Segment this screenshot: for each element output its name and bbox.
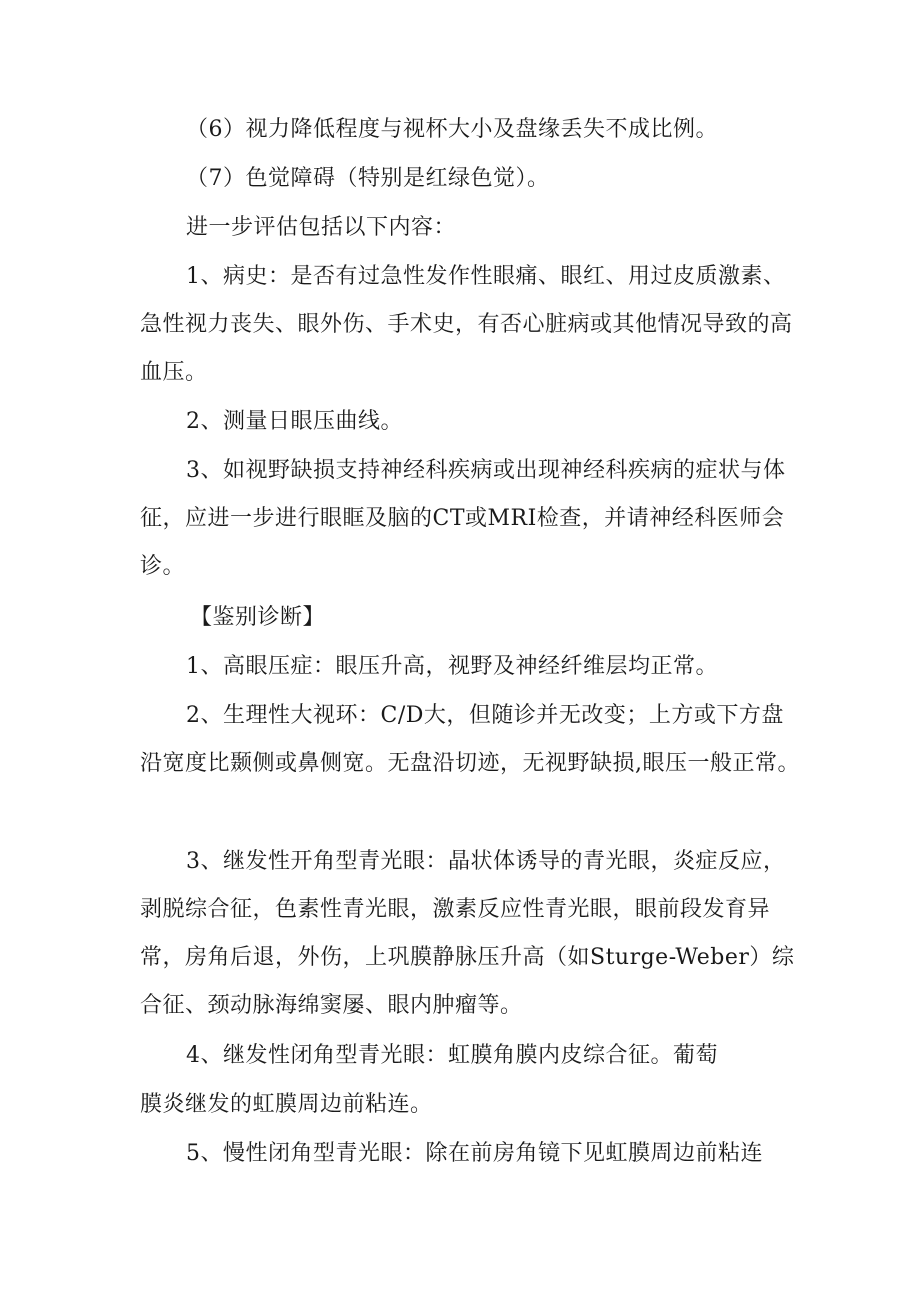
paragraph-further-evaluation: [140, 204, 800, 252]
paragraph-iop-curve: [140, 398, 800, 446]
paragraph-color-vision: [140, 155, 800, 203]
paragraph-text: 进一步评估包括以下内容：: [186, 215, 457, 240]
paragraph-text: 1、病史：是否有过急性发作性眼痛、眼红、用过皮质激素、急性视力丧失、眼外伤、手术史，有否心脏病或其他情况导致的高血压。: [140, 264, 793, 385]
paragraph-medical-history: [140, 253, 800, 397]
paragraph-text: （7）色觉障碍（特别是红绿色觉）。: [186, 166, 550, 191]
paragraph-secondary-open-angle: [140, 838, 800, 1030]
section-heading-differential: [140, 594, 800, 642]
heading-text: 【鉴别诊断】: [190, 605, 326, 630]
paragraph-text: 2、生理性大视环：C/D大，但随诊并无改变；上方或下方盘沿宽度比颞侧或鼻侧宽。无盘沿切迹，无视野缺损,眼压一般正常。: [140, 703, 800, 776]
paragraph-text: 膜炎继发的虹膜周边前粘连。: [140, 1092, 433, 1117]
paragraph-text: 2、测量日眼压曲线。: [186, 409, 403, 434]
paragraph-visual-acuity: [140, 106, 800, 154]
paragraph-physiologic-cupping: [140, 692, 800, 788]
paragraph-text: 3、继发性开角型青光眼：晶状体诱导的青光眼，炎症反应，剥脱综合征，色素性青光眼，激素反应性青光眼，眼前段发育异常，房角后退，外伤，上巩膜静脉压升高（如Sturge-Weber）综合征、颈动脉海绵窦屡、眼内肿瘤等。: [140, 849, 795, 1018]
paragraph-text: 3、如视野缺损支持神经科疾病或出现神经科疾病的症状与体征，应进一步进行眼眶及脑的CT或MRI检查，并请神经科医师会诊。: [140, 458, 786, 579]
paragraph-ocular-hypertension: [140, 643, 800, 691]
paragraph-secondary-closed-angle-line2: [140, 1081, 800, 1129]
paragraph-neuro-check: [140, 447, 800, 591]
paragraph-chronic-closed-angle: [140, 1130, 800, 1178]
paragraph-text: 4、继发性闭角型青光眼：虹膜角膜内皮综合征。葡萄: [186, 1043, 718, 1068]
paragraph-text: 5、慢性闭角型青光眼：除在前房角镜下见虹膜周边前粘连: [186, 1141, 763, 1166]
paragraph-text: （6）视力降低程度与视杯大小及盘缘丢失不成比例。: [186, 117, 718, 142]
paragraph-text: 1、高眼压症：眼压升高，视野及神经纤维层均正常。: [186, 654, 718, 679]
paragraph-secondary-closed-angle-line1: [140, 1032, 800, 1080]
